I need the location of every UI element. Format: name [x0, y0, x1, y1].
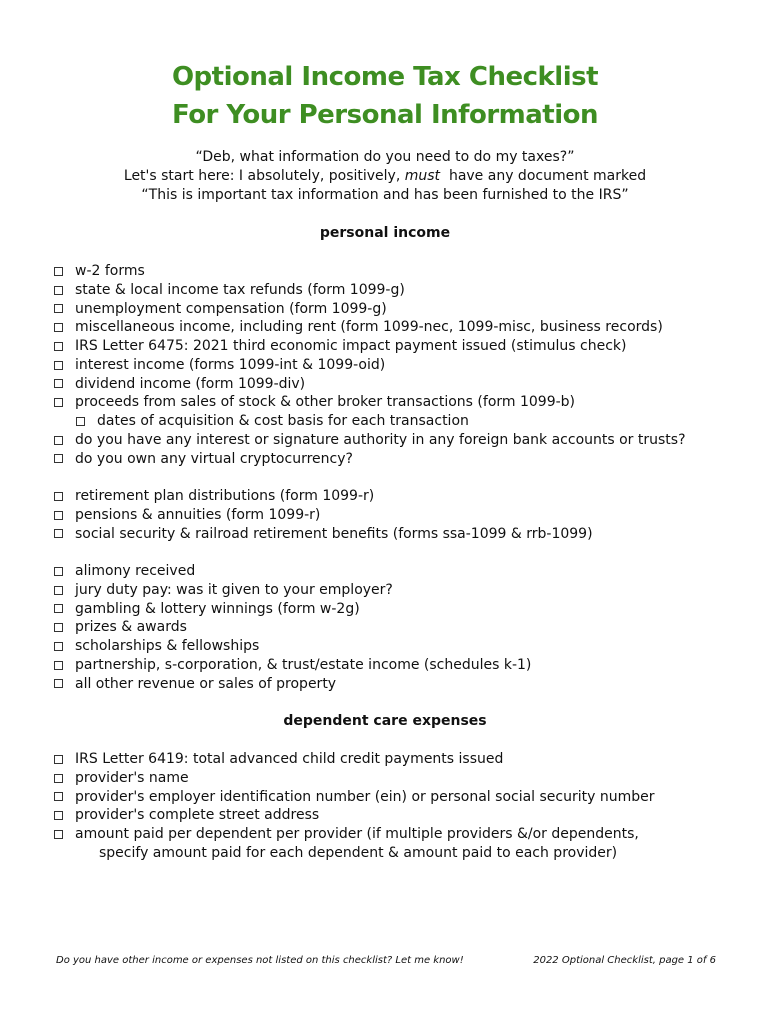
- item-label: social security & railroad retirement benefits (forms ssa-1099 & rrb-1099): [75, 525, 593, 542]
- list-item: [54, 300, 686, 319]
- checkbox[interactable]: [54, 267, 63, 276]
- title-line-1: Optional Income Tax Checklist: [171, 62, 599, 92]
- list-item: [54, 356, 686, 375]
- title-line-2: For Your Personal Information: [171, 100, 599, 130]
- list-item: [54, 318, 686, 337]
- list-item: [54, 487, 593, 506]
- checkbox[interactable]: [54, 304, 63, 313]
- item-label: state & local income tax refunds (form 1099-g): [75, 281, 405, 298]
- list-item: [54, 581, 531, 600]
- item-label: specify amount paid for each dependent & amount paid to each provider): [99, 844, 618, 861]
- checkbox[interactable]: [54, 661, 63, 670]
- checkbox[interactable]: [54, 379, 63, 388]
- item-label: prizes & awards: [75, 619, 187, 636]
- item-label: do you have any interest or signature authority in any foreign bank accounts or trusts?: [75, 431, 686, 448]
- item-label: scholarships & fellowships: [75, 638, 260, 654]
- list-item: [54, 656, 531, 675]
- intro-line-2-start: Let's start here: I absolutely, positively,: [123, 168, 405, 184]
- list-item: [54, 281, 686, 300]
- personal-income-list-1: [54, 262, 686, 468]
- checkbox[interactable]: [54, 586, 63, 595]
- list-item: [54, 525, 593, 544]
- checkbox[interactable]: [54, 604, 63, 613]
- list-item: [54, 375, 686, 394]
- checkbox[interactable]: [54, 286, 63, 295]
- checkbox[interactable]: [54, 811, 63, 820]
- item-label: do you own any virtual cryptocurrency?: [75, 450, 353, 467]
- list-item: [54, 450, 686, 469]
- list-item: [54, 262, 686, 281]
- item-label: gambling & lottery winnings (form w-2g): [75, 600, 360, 617]
- list-item: [54, 562, 531, 581]
- item-label: IRS Letter 6475: 2021 third economic impact payment issued (stimulus check): [75, 338, 627, 354]
- intro-line-1: “Deb, what information do you need to do my taxes?”: [195, 149, 575, 165]
- item-label: dividend income (form 1099-div): [75, 375, 306, 392]
- item-label: pensions & annuities (form 1099-r): [75, 506, 321, 523]
- list-item: [54, 618, 531, 637]
- item-label: provider's employer identification number (ein) or personal social security number: [75, 788, 655, 805]
- intro-line-3: “This is important tax information and has been furnished to the IRS”: [141, 187, 629, 203]
- item-label: miscellaneous income, including rent (form 1099-nec, 1099-misc, business records): [75, 319, 663, 336]
- intro-emphasis: must: [404, 168, 441, 184]
- item-label: interest income (forms 1099-int & 1099-oid): [75, 356, 386, 373]
- checkbox[interactable]: [54, 774, 63, 783]
- item-label: IRS Letter 6419: total advanced child credit payments issued: [75, 751, 504, 767]
- list-item: [54, 337, 686, 356]
- footer-page-number: 2022 Optional Checklist, page 1 of 6: [533, 955, 716, 966]
- list-item-continuation: [54, 844, 655, 863]
- footer-note: Do you have other income or expenses not listed on this checklist? Let me know!: [56, 955, 464, 966]
- list-item: [54, 506, 593, 525]
- checkbox[interactable]: [54, 323, 63, 332]
- personal-income-list-2: [54, 487, 593, 543]
- list-item: [54, 431, 686, 450]
- item-label: retirement plan distributions (form 1099-r): [75, 488, 375, 504]
- item-label: provider's complete street address: [75, 807, 320, 824]
- checkbox[interactable]: [54, 567, 63, 576]
- checkbox[interactable]: [54, 454, 63, 463]
- checkbox[interactable]: [54, 792, 63, 801]
- item-label: unemployment compensation (form 1099-g): [75, 300, 387, 317]
- item-label: proceeds from sales of stock & other broker transactions (form 1099-b): [75, 394, 576, 411]
- item-label: alimony received: [75, 563, 196, 579]
- heading-personal-income: personal income: [319, 225, 451, 241]
- checkbox[interactable]: [54, 511, 63, 520]
- checkbox[interactable]: [54, 398, 63, 407]
- checkbox[interactable]: [76, 417, 85, 426]
- checkbox[interactable]: [54, 642, 63, 651]
- item-label: dates of acquisition & cost basis for each transaction: [97, 413, 469, 429]
- checkbox[interactable]: [54, 755, 63, 764]
- item-label: partnership, s-corporation, & trust/estate income (schedules k-1): [75, 656, 532, 673]
- list-item: [54, 788, 655, 807]
- checkbox[interactable]: [54, 623, 63, 632]
- list-item: [54, 393, 686, 412]
- item-label: provider's name: [75, 769, 189, 786]
- item-label: amount paid per dependent per provider (if multiple providers &/or dependents,: [75, 826, 639, 842]
- heading-dependent-care: dependent care expenses: [283, 713, 487, 729]
- list-item: [54, 769, 655, 788]
- intro-line-2: [0, 167, 770, 186]
- checkbox[interactable]: [54, 492, 63, 501]
- list-subitem: [54, 412, 686, 431]
- checkbox[interactable]: [54, 529, 63, 538]
- personal-income-list-3: [54, 562, 531, 693]
- checkbox[interactable]: [54, 342, 63, 351]
- intro-line-2-end: have any document marked: [440, 168, 647, 184]
- item-label: jury duty pay: was it given to your employer?: [75, 581, 393, 598]
- list-item: [54, 637, 531, 656]
- item-label: w-2 forms: [75, 263, 145, 279]
- list-item: [54, 600, 531, 619]
- list-item: [54, 825, 655, 844]
- list-item: [54, 675, 531, 694]
- checkbox[interactable]: [54, 830, 63, 839]
- list-item: [54, 750, 655, 769]
- checkbox[interactable]: [54, 361, 63, 370]
- checkbox[interactable]: [54, 679, 63, 688]
- item-label: all other revenue or sales of property: [75, 675, 337, 692]
- checkbox[interactable]: [54, 436, 63, 445]
- list-item: [54, 806, 655, 825]
- dependent-care-list: [54, 750, 655, 863]
